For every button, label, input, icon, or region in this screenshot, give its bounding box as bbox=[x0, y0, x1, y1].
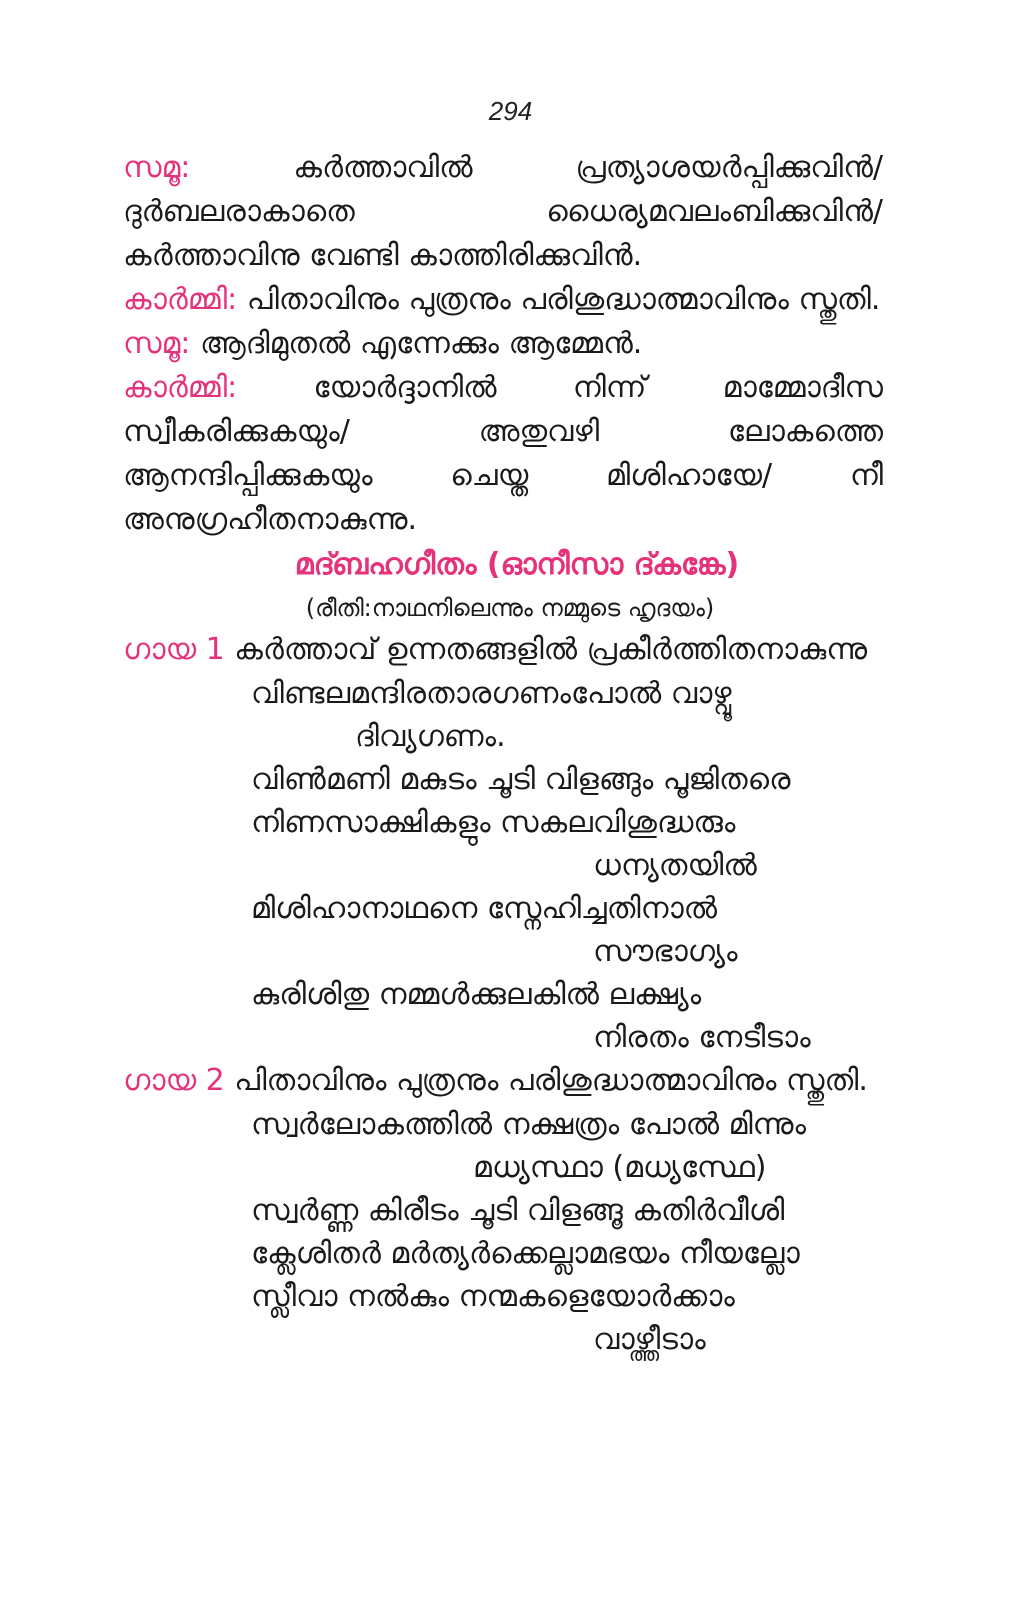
stanza-intro-text: പിതാവിനും പുത്രനും പരിശുദ്ധാത്മാവിനും സ്തുതി. bbox=[224, 1063, 868, 1098]
verse-line: കുരിശിതു നമ്മൾക്കുലകിൽ ലക്ഷ്യം bbox=[251, 977, 702, 1012]
response-people-2 bbox=[123, 322, 883, 366]
stanza-intro-text: കർത്താവ് ഉന്നതങ്ങളിൽ പ്രകീർത്തിതനാകുന്നു bbox=[224, 632, 868, 667]
response-celebrant-2 bbox=[123, 366, 883, 542]
hymn-tune: (രീതി:നാഥനിലെന്നും നമ്മുടെ ഹൃദയം) bbox=[305, 594, 715, 622]
verse-line: സൗഭാഗ്യം bbox=[593, 934, 738, 969]
speaker-label-people: സമൂ: bbox=[123, 326, 191, 361]
verse-line: ധന്യതയിൽ bbox=[593, 848, 757, 883]
verse-line: ക്ലേശിതർ മർത്യർക്കെല്ലാമഭയം നീയല്ലോ bbox=[251, 1236, 800, 1271]
hymn-title: മദ്ബഹഗീതം (ഓനീസാ ദ്കങ്കേ) bbox=[294, 547, 740, 582]
verse-line: മധ്യസ്ഥാ (മധ്യസ്ഥേ) bbox=[473, 1150, 767, 1185]
liturgy-text bbox=[123, 146, 883, 1361]
speaker-label-celebrant: കാർമ്മി: bbox=[123, 282, 238, 317]
verse-line: സ്വർണ്ണ കിരീടം ചൂടി വിളങ്ങൂ കതിർവീശി bbox=[251, 1193, 785, 1228]
verse-line: വിണ്ടലമന്ദിരതാരഗണംപോൽ വാഴ്വൂ bbox=[251, 676, 732, 711]
verse-line: ദിവ്യഗണം. bbox=[355, 719, 506, 754]
verse-line: നിരതം നേടീടാം bbox=[593, 1020, 811, 1055]
stanza-2-verse bbox=[123, 1103, 883, 1361]
stanza-1-verse bbox=[123, 672, 883, 1059]
verse-line: നിണസാക്ഷികളും സകലവിശുദ്ധരും bbox=[251, 805, 736, 840]
speaker-label-people: സമൂ: bbox=[123, 150, 191, 185]
verse-line: വാഴ്ത്തീടാം bbox=[593, 1322, 706, 1357]
response-celebrant-1 bbox=[123, 278, 883, 322]
stanza-2-intro bbox=[123, 1059, 883, 1103]
response-people-1 bbox=[123, 146, 883, 278]
singer-label: ഗായ 1 bbox=[123, 632, 225, 667]
stanza-1-intro bbox=[123, 628, 883, 672]
response-text: യോർദ്ദാനിൽ നിന്ന് മാമ്മോദീസ സ്വീകരിക്കുകയും/ അതുവഴി ലോകത്തെ ആനന്ദിപ്പിക്കുകയും ചെയ്ത മിശിഹായേ/ നീ അനുഗ്രഹീതനാകുന്നു. bbox=[123, 370, 883, 537]
response-text: പിതാവിനും പുത്രനും പരിശുദ്ധാത്മാവിനും സ്തുതി. bbox=[237, 282, 881, 317]
verse-line: സ്ലീവാ നൽകും നന്മകളെയോർക്കാം bbox=[251, 1279, 735, 1314]
response-text: ആദിമുതൽ എന്നേക്കും ആമ്മേൻ. bbox=[190, 326, 643, 361]
speaker-label-celebrant: കാർമ്മി: bbox=[123, 370, 238, 405]
verse-line: മിശിഹാനാഥനെ സ്നേഹിച്ചതിനാൽ bbox=[251, 891, 718, 926]
page-number: 294 bbox=[488, 96, 533, 126]
verse-line: വിൺമണി മകുടം ചൂടി വിളങ്ങും പൂജിതരെ bbox=[251, 762, 791, 797]
singer-label: ഗായ 2 bbox=[123, 1063, 225, 1098]
verse-line: സ്വർലോകത്തിൽ നക്ഷത്രം പോൽ മിന്നും bbox=[251, 1107, 807, 1142]
response-text: കർത്താവിൽ പ്രത്യാശയർപ്പിക്കുവിൻ/ ദുർബലരാകാതെ ധൈര്യമവലംബിക്കുവിൻ/ കർത്താവിനു വേണ്ടി കാത്തിരിക്കുവിൻ. bbox=[123, 150, 883, 273]
